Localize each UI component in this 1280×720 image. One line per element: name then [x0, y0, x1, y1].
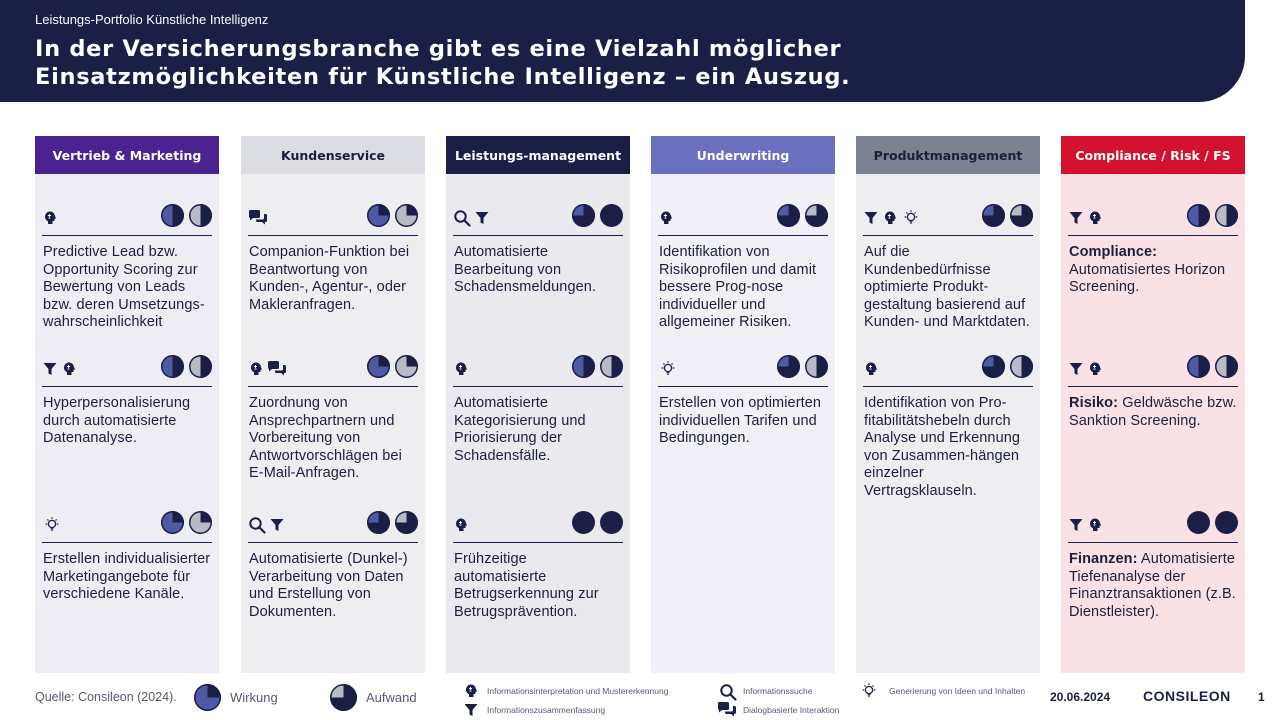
rating-pies	[161, 355, 212, 378]
use-case-text	[42, 395, 212, 448]
entry-header-row	[453, 204, 623, 236]
use-case-text	[42, 551, 212, 604]
entry-icons	[1068, 515, 1103, 535]
use-case-entry	[1068, 204, 1238, 297]
entry-header-row	[658, 355, 828, 387]
wirkung-legend-label: Wirkung	[230, 690, 278, 705]
wirkung-pie	[982, 204, 1005, 227]
use-case-text	[1068, 244, 1238, 297]
use-case-text	[248, 551, 418, 621]
use-case-description: Companion-Funktion bei Beantwortung von Kunden-, Agentur-, oder Makleranfragen.	[249, 244, 410, 313]
use-case-description: Zuordnung von Ansprechpartnern und Vorbereitung von Antwortvorschlägen bei E-Mail-Anfragen.	[249, 395, 402, 482]
column-body	[35, 174, 219, 673]
use-case-entry	[658, 355, 828, 448]
wirkung-pie	[1187, 204, 1210, 227]
column-4	[856, 136, 1040, 673]
funnel-icon	[474, 210, 490, 226]
brain-icon	[1087, 210, 1103, 226]
entry-header-row	[42, 355, 212, 387]
use-case-text	[1068, 395, 1238, 430]
column-body	[651, 174, 835, 673]
entry-header-row	[453, 355, 623, 387]
entry-header-row	[1068, 204, 1238, 236]
wirkung-pie	[777, 355, 800, 378]
entry-header-row	[1068, 355, 1238, 387]
aufwand-pie	[805, 204, 828, 227]
aufwand-pie	[1010, 355, 1033, 378]
aufwand-legend-label: Aufwand	[366, 690, 417, 705]
use-case-description: Predictive Lead bzw. Opportunity Scoring zur Bewertung von Leads bzw. deren Umsetzungs-wahrscheinlichkeit	[43, 244, 205, 331]
lightbulb-icon	[859, 682, 879, 705]
column-5	[1061, 136, 1245, 673]
wirkung-pie	[572, 355, 595, 378]
use-case-entry	[1068, 355, 1238, 430]
use-case-description: Automatisierte Tiefenanalyse der Finanztransaktionen (z.B. Dienstleister).	[1069, 551, 1236, 620]
aufwand-legend-pie	[330, 684, 357, 711]
entry-icons	[453, 359, 469, 379]
rating-pies	[161, 204, 212, 227]
header-banner	[0, 0, 1245, 102]
column-header: Compliance / Risk / FS	[1061, 136, 1245, 174]
funnel-icon	[463, 702, 479, 720]
chat-icon	[248, 209, 268, 227]
entry-header-row	[1068, 511, 1238, 543]
use-case-text	[453, 551, 623, 621]
aufwand-pie	[395, 204, 418, 227]
search-icon	[248, 516, 266, 534]
aufwand-pie	[1215, 355, 1238, 378]
wirkung-pie	[367, 204, 390, 227]
funnel-icon	[1068, 361, 1084, 377]
use-case-entry	[42, 511, 212, 604]
brand-logo: CONSILEON	[1143, 688, 1231, 704]
funnel-icon	[863, 210, 879, 226]
rating-pies	[982, 204, 1033, 227]
rating-pies	[572, 355, 623, 378]
use-case-description: Erstellen von optimierten individuellen Tarifen und Bedingungen.	[659, 395, 822, 447]
footer	[0, 678, 1280, 720]
use-case-text	[863, 244, 1033, 332]
legend-chat-label: Dialogbasierte Interaktion	[743, 705, 840, 715]
use-case-text	[658, 395, 828, 448]
entry-icons	[863, 359, 879, 379]
entry-header-row	[453, 511, 623, 543]
use-case-entry	[453, 511, 623, 621]
funnel-icon	[1068, 210, 1084, 226]
brain-icon	[1087, 361, 1103, 377]
wirkung-pie	[161, 511, 184, 534]
rating-pies	[1187, 355, 1238, 378]
rating-pies	[367, 511, 418, 534]
rating-pies	[572, 511, 623, 534]
use-case-entry	[658, 204, 828, 332]
aufwand-pie	[1215, 511, 1238, 534]
use-case-entry	[248, 204, 418, 314]
use-case-description: Erstellen individualisierter Marketingangebote für verschiedene Kanäle.	[43, 551, 211, 603]
brain-icon	[882, 210, 898, 226]
use-case-entry	[42, 204, 212, 332]
date: 20.06.2024	[1050, 690, 1111, 704]
rating-pies	[572, 204, 623, 227]
entry-header-row	[42, 204, 212, 236]
page-number: 1	[1258, 690, 1265, 704]
use-case-entry	[863, 355, 1033, 501]
entry-icons	[42, 515, 62, 535]
aufwand-pie	[395, 355, 418, 378]
wirkung-pie	[367, 355, 390, 378]
entry-icons	[248, 359, 287, 379]
column-body	[856, 174, 1040, 673]
entry-header-row	[863, 355, 1033, 387]
aufwand-pie	[1215, 204, 1238, 227]
column-header: Kundenservice	[241, 136, 425, 174]
wirkung-legend-pie	[194, 684, 221, 711]
entry-header-row	[42, 511, 212, 543]
brain-icon	[42, 210, 58, 226]
wirkung-pie	[1187, 511, 1210, 534]
entry-icons	[248, 208, 268, 228]
entry-icons	[658, 208, 674, 228]
column-body	[446, 174, 630, 673]
brain-icon	[61, 361, 77, 377]
entry-icons	[453, 515, 469, 535]
brain-icon	[863, 361, 879, 377]
entry-header-row	[863, 204, 1033, 236]
use-case-entry	[42, 355, 212, 448]
use-case-description: Frühzeitige automatisierte Betrugserkennung zur Betrugsprävention.	[454, 551, 599, 620]
use-case-description: Automatisierte Bearbeitung von Schadensmeldungen.	[454, 244, 597, 296]
entry-icons	[42, 359, 77, 379]
use-case-entry	[1068, 511, 1238, 621]
legend-funnel-label: Informationszusammenfassung	[487, 705, 606, 715]
use-case-category: Compliance:	[1069, 244, 1158, 260]
use-case-category: Risiko:	[1069, 395, 1119, 411]
page-title	[35, 35, 850, 91]
rating-pies	[367, 355, 418, 378]
use-case-description: Automatisierte (Dunkel-) Verarbeitung von Daten und Erstellung von Dokumenten.	[249, 551, 408, 620]
entry-header-row	[658, 204, 828, 236]
use-case-description: Automatisiertes Horizon Screening.	[1069, 261, 1226, 296]
entry-icons	[248, 515, 285, 535]
use-case-description: Automatisierte Kategorisierung und Priorisierung der Schadensfälle.	[454, 395, 586, 464]
aufwand-pie	[189, 355, 212, 378]
use-case-text	[248, 395, 418, 483]
chat-icon	[267, 360, 287, 378]
column-body	[241, 174, 425, 673]
column-header: Underwriting	[651, 136, 835, 174]
entry-header-row	[248, 204, 418, 236]
rating-pies	[1187, 204, 1238, 227]
aufwand-pie	[189, 511, 212, 534]
legend-brain-label: Informationsinterpretation und Mustererkennung	[487, 686, 669, 696]
column-body	[1061, 174, 1245, 673]
funnel-icon	[42, 361, 58, 377]
rating-pies	[1187, 511, 1238, 534]
entry-icons	[1068, 359, 1103, 379]
wirkung-pie	[572, 511, 595, 534]
aufwand-pie	[600, 355, 623, 378]
use-case-entry	[248, 355, 418, 483]
use-case-category: Finanzen:	[1069, 551, 1138, 567]
supertitle: Leistungs-Portfolio Künstliche Intelligenz	[35, 12, 269, 27]
wirkung-pie	[161, 355, 184, 378]
use-case-entry	[863, 204, 1033, 332]
wirkung-pie	[1187, 355, 1210, 378]
aufwand-pie	[600, 204, 623, 227]
brain-icon	[453, 361, 469, 377]
brain-icon	[453, 517, 469, 533]
use-case-entry	[453, 355, 623, 465]
entry-header-row	[248, 511, 418, 543]
use-case-description: Identifikation von Risikoprofilen und damit bessere Prog-nose individueller und allgemeiner Risiken.	[659, 244, 817, 331]
brain-icon	[463, 683, 479, 704]
aufwand-pie	[805, 355, 828, 378]
use-case-text	[1068, 551, 1238, 621]
entry-header-row	[248, 355, 418, 387]
use-case-text	[42, 244, 212, 332]
rating-pies	[777, 355, 828, 378]
column-header: Produktmanagement	[856, 136, 1040, 174]
aufwand-pie	[395, 511, 418, 534]
funnel-icon	[269, 517, 285, 533]
column-3	[651, 136, 835, 673]
use-case-text	[248, 244, 418, 314]
use-case-description: Hyperpersonalisierung durch automatisierte Datenanalyse.	[43, 395, 191, 447]
use-case-description: Identifikation von Pro-fitabilitätshebeln durch Analyse und Erkennung von Zusammen-hängen einzelner Vertragsklauseln.	[864, 395, 1021, 499]
brain-icon	[658, 210, 674, 226]
wirkung-pie	[572, 204, 595, 227]
funnel-icon	[1068, 517, 1084, 533]
lightbulb-icon	[658, 360, 678, 378]
rating-pies	[367, 204, 418, 227]
entry-icons	[42, 208, 58, 228]
aufwand-pie	[189, 204, 212, 227]
use-case-description: Auf die Kundenbedürfnisse optimierte Produkt-gestaltung basierend auf Kunden- und Marktdaten.	[864, 244, 1030, 331]
rating-pies	[982, 355, 1033, 378]
search-icon	[453, 209, 471, 227]
lightbulb-icon	[42, 516, 62, 534]
page-title-line-2: Einsatzmöglichkeiten für Künstliche Intelligenz – ein Auszug.	[35, 64, 851, 90]
legend-lightbulb-label: Generierung von Ideen und Inhalten	[889, 686, 1026, 696]
column-1	[241, 136, 425, 673]
aufwand-pie	[1010, 204, 1033, 227]
wirkung-pie	[982, 355, 1005, 378]
column-header: Vertrieb & Marketing	[35, 136, 219, 174]
use-case-text	[658, 244, 828, 332]
wirkung-pie	[161, 204, 184, 227]
column-2	[446, 136, 630, 673]
wirkung-pie	[367, 511, 390, 534]
entry-icons	[863, 208, 921, 228]
aufwand-pie	[600, 511, 623, 534]
use-case-text	[453, 244, 623, 297]
page-title-line-1: In der Versicherungsbranche gibt es eine Vielzahl möglicher	[35, 36, 842, 62]
rating-pies	[777, 204, 828, 227]
column-header: Leistungs-management	[446, 136, 630, 174]
wirkung-pie	[777, 204, 800, 227]
legend-search-label: Informationssuche	[743, 686, 813, 696]
chat-icon	[717, 701, 737, 720]
column-0	[35, 136, 219, 673]
brain-icon	[248, 361, 264, 377]
use-case-text	[453, 395, 623, 465]
use-case-entry	[248, 511, 418, 621]
entry-icons	[453, 208, 490, 228]
brain-icon	[1087, 517, 1103, 533]
entry-icons	[658, 359, 678, 379]
use-case-text	[863, 395, 1033, 501]
use-case-description: Geldwäsche bzw. Sanktion Screening.	[1069, 395, 1237, 429]
rating-pies	[161, 511, 212, 534]
lightbulb-icon	[901, 209, 921, 227]
entry-icons	[1068, 208, 1103, 228]
source-note: Quelle: Consileon (2024).	[35, 690, 177, 704]
use-case-entry	[453, 204, 623, 297]
